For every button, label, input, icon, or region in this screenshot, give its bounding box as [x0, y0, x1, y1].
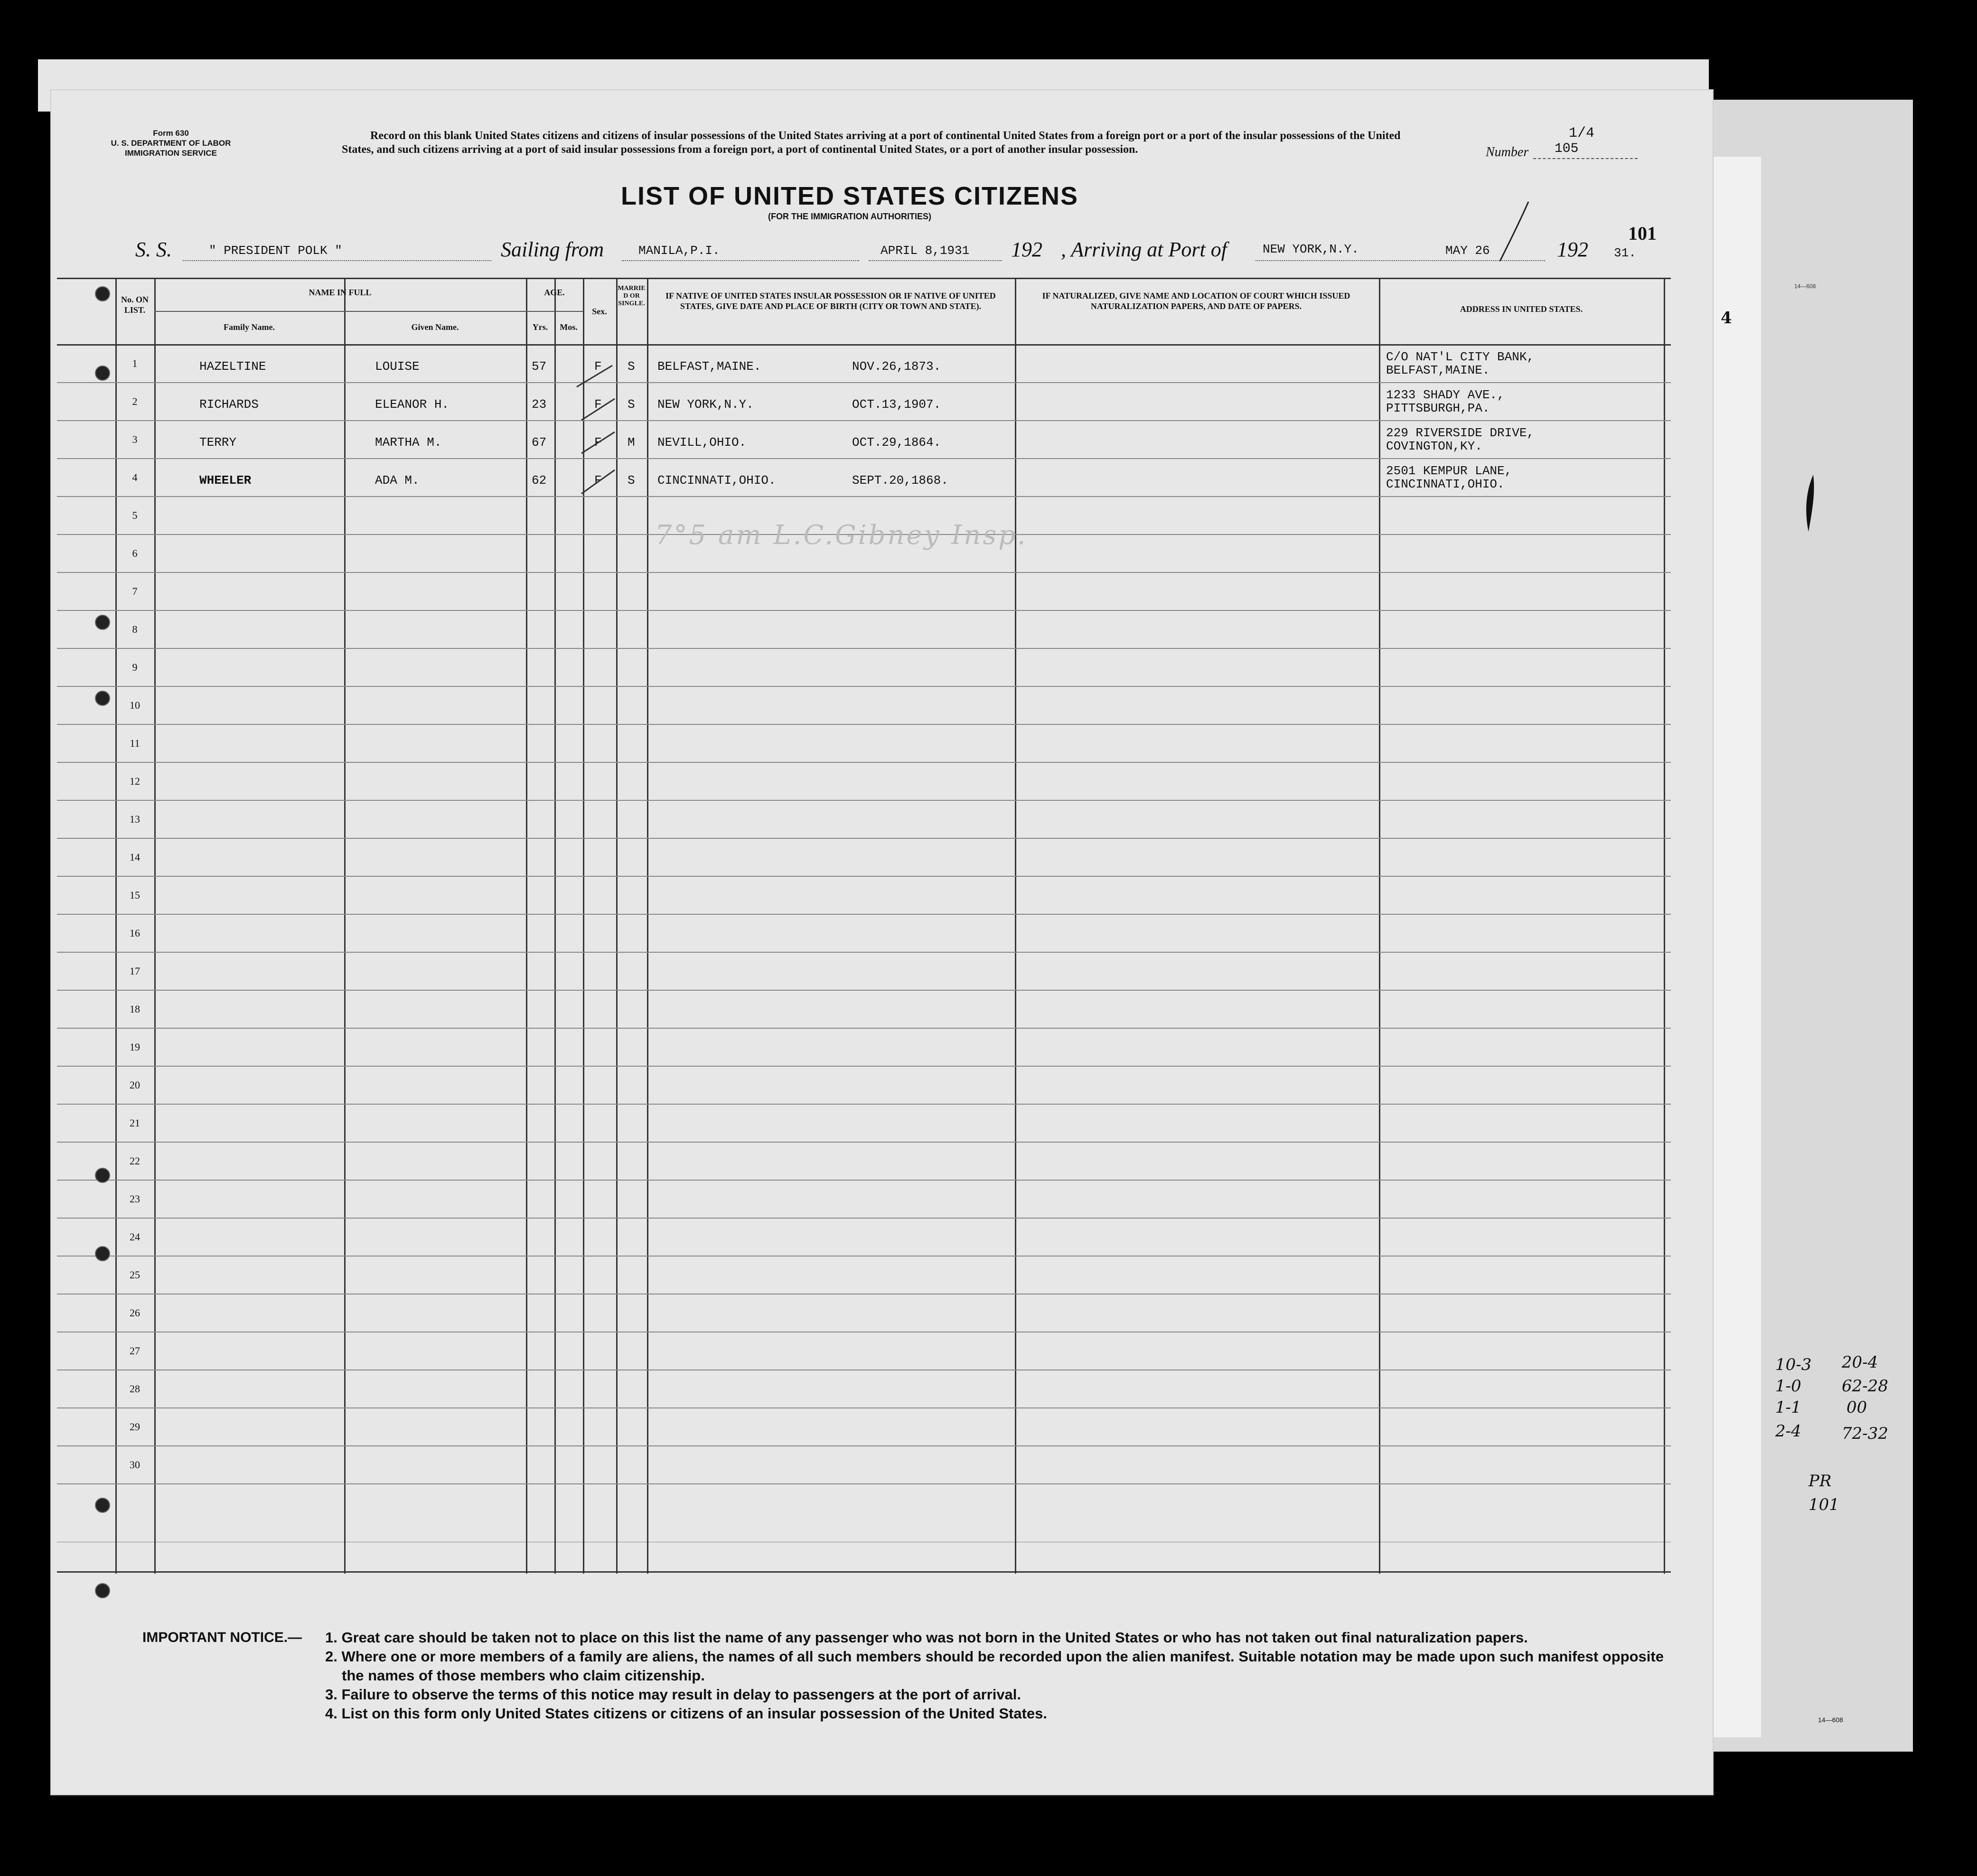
- row-line: [57, 382, 1671, 383]
- family-name-cell: RICHARDS: [199, 397, 259, 412]
- sex-cell: F: [594, 359, 602, 374]
- ink-mark: [1801, 470, 1820, 536]
- age-cell: 67: [532, 435, 547, 450]
- notice-label: IMPORTANT NOTICE.—: [142, 1630, 302, 1645]
- punch-hole: [95, 615, 110, 630]
- header-no-on-list: No. ON LIST.: [121, 295, 149, 315]
- birthdate-cell: OCT.13,1907.: [852, 397, 941, 412]
- inspector-note: 7°5 am L.C.Gibney Insp.: [655, 520, 1028, 551]
- number-label: Number: [1486, 145, 1529, 159]
- header-pencil-stroke: [1490, 199, 1533, 266]
- col-divider-family: [154, 278, 156, 1574]
- row-number: 29: [130, 1421, 140, 1433]
- number-value: 105: [1555, 141, 1579, 156]
- row-line: [57, 610, 1671, 611]
- punch-hole: [95, 1168, 110, 1183]
- row-number: 13: [130, 813, 140, 825]
- header-sex: Sex.: [592, 307, 607, 316]
- year-suffix-2: 31.: [1614, 246, 1636, 260]
- row-number: 7: [132, 585, 138, 597]
- col-divider-naturalized: [1015, 278, 1016, 1574]
- row-line: [57, 1407, 1671, 1408]
- birthdate-cell: SEPT.20,1868.: [852, 473, 948, 488]
- row-number: 5: [132, 509, 138, 521]
- header-age: AGE.: [544, 288, 565, 297]
- service-name: IMMIGRATION SERVICE: [125, 149, 217, 158]
- header-name-in-full: NAME IN FULL: [309, 288, 372, 297]
- address-line2-cell: PITTSBURGH,PA.: [1386, 401, 1490, 415]
- header-native: IF NATIVE OF UNITED STATES INSULAR POSSESSION OR IF NATIVE OF UNITED STATES, GIVE DATE AND PLACE OF BIRTH (CITY OR TOWN AND STATE).: [665, 291, 996, 311]
- birthplace-cell: BELFAST,MAINE.: [657, 359, 761, 374]
- port-from: MANILA,P.I.: [638, 244, 720, 258]
- birthdate-cell: OCT.29,1864.: [852, 435, 941, 450]
- number-fraction: 1/4: [1569, 125, 1595, 141]
- row-number: 8: [132, 623, 138, 635]
- row-number: 11: [130, 737, 140, 749]
- sex-cell: F: [594, 397, 602, 412]
- punch-hole: [95, 691, 110, 706]
- row-line: [57, 838, 1671, 839]
- header-mos: Mos.: [560, 322, 578, 332]
- row-number: 24: [130, 1231, 140, 1243]
- tally-mark: 1-1: [1775, 1398, 1801, 1417]
- tally-mark: 1-0: [1775, 1377, 1801, 1396]
- department-name: U. S. DEPARTMENT OF LABOR: [111, 139, 231, 148]
- notice-items: [325, 1628, 1668, 1723]
- notice-item: 3. Failure to observe the terms of this notice may result in delay to passengers at the port of arrival.: [325, 1686, 1021, 1703]
- row-number: 20: [130, 1079, 140, 1091]
- birthplace-cell: CINCINNATI,OHIO.: [657, 473, 776, 488]
- row-number: 2: [132, 395, 138, 407]
- row-number: 10: [130, 699, 140, 711]
- tally-mark: 62-28: [1842, 1377, 1889, 1396]
- row-number: 6: [132, 547, 138, 559]
- address-line2-cell: COVINGTON,KY.: [1386, 439, 1482, 453]
- col-divider-address: [1379, 278, 1380, 1574]
- marital-status-cell: S: [628, 397, 635, 412]
- row-line: [57, 1066, 1671, 1067]
- col-divider-yrs: [526, 278, 527, 1574]
- tally-mark: 72-32: [1842, 1424, 1889, 1443]
- row-line: [57, 952, 1671, 953]
- row-line: [57, 1180, 1671, 1181]
- preamble-text: Record on this blank United States citizens and citizens of insular possessions of the United States arriving at a port of continental United States from a foreign port or a port of the insular possessions of the United States, and such citizens arriving at a port of said insular possessions from a foreign port, a port of continental United States, or a port of another insular possession.: [342, 130, 1401, 156]
- document-subtitle: (FOR THE IMMIGRATION AUTHORITIES): [768, 212, 931, 221]
- row-line: [57, 762, 1671, 763]
- row-line: [57, 648, 1671, 649]
- year-prefix-2: 192: [1557, 238, 1588, 261]
- margin-number: 4: [1721, 309, 1732, 328]
- date-from-line: [869, 260, 1002, 261]
- address-line1-cell: 2501 KEMPUR LANE,: [1386, 464, 1512, 478]
- row-line: [57, 1028, 1671, 1029]
- birthplace-cell: NEVILL,OHIO.: [657, 435, 747, 450]
- col-divider-native: [647, 278, 648, 1574]
- ship-name: " PRESIDENT POLK ": [209, 244, 342, 258]
- date-from: APRIL 8,1931: [881, 244, 970, 258]
- punch-hole: [95, 1583, 110, 1598]
- row-number: 9: [132, 661, 138, 673]
- row-number: 27: [130, 1345, 140, 1357]
- check-marks: [567, 363, 624, 515]
- col-divider-mos: [554, 278, 556, 1574]
- punch-hole: [95, 1246, 110, 1261]
- row-line: [57, 914, 1671, 915]
- notice-item: 2. Where one or more members of a family are aliens, the names of all such members should be recorded upon the alien manifest. Suitable notation may be made upon such manifest opposite the names of those members who claim citizenship.: [325, 1648, 1664, 1684]
- tally-mark: 20-4: [1842, 1353, 1878, 1372]
- sailing-label: Sailing from: [501, 238, 604, 261]
- row-line: [57, 1445, 1671, 1446]
- header-given-name: Given Name.: [411, 322, 459, 332]
- row-number: 22: [130, 1155, 140, 1167]
- manifest-page: [51, 90, 1713, 1794]
- row-line: [57, 724, 1671, 725]
- header-address: ADDRESS IN UNITED STATES.: [1460, 304, 1583, 314]
- date-to: MAY 26: [1445, 244, 1490, 258]
- background-sheet-strip: [1704, 157, 1761, 1737]
- birthdate-cell: NOV.26,1873.: [852, 359, 941, 374]
- row-number: 12: [130, 775, 140, 787]
- row-line: [57, 1256, 1671, 1257]
- age-cell: 23: [532, 397, 547, 412]
- row-line: [57, 1483, 1671, 1484]
- arriving-label: , Arriving at Port of: [1061, 238, 1227, 261]
- printing-code: 14—608: [1794, 283, 1816, 290]
- col-divider-end: [1664, 278, 1665, 1574]
- notice-item: 1. Great care should be taken not to place on this list the name of any passenger who was not born in the United States or who has not taken out final naturalization papers.: [325, 1629, 1528, 1646]
- punch-hole: [95, 1498, 110, 1513]
- row-number: 16: [130, 927, 140, 939]
- notice-item: 4. List on this form only United States citizens or citizens of an insular possession of the United States.: [325, 1705, 1047, 1722]
- table-top-border: [57, 278, 1671, 279]
- row-line: [57, 686, 1671, 687]
- row-line: [57, 1218, 1671, 1219]
- given-name-cell: LOUISE: [375, 359, 420, 374]
- table-bottom-border: [57, 1571, 1671, 1573]
- header-bottom-border: [57, 344, 1671, 346]
- row-number: 1: [132, 357, 138, 369]
- port-from-line: [622, 260, 859, 261]
- address-line1-cell: C/O NAT'L CITY BANK,: [1386, 350, 1535, 364]
- row-number: 18: [130, 1003, 140, 1015]
- row-line: [57, 496, 1671, 497]
- address-line1-cell: 229 RIVERSIDE DRIVE,: [1386, 426, 1535, 440]
- given-name-cell: ELEANOR H.: [375, 397, 450, 412]
- ship-line: [183, 260, 491, 261]
- address-line1-cell: 1233 SHADY AVE.,: [1386, 388, 1505, 402]
- row-line: [57, 420, 1671, 421]
- ss-label: S. S.: [135, 238, 172, 261]
- row-line: [57, 572, 1671, 573]
- name-subheader-line: [154, 311, 526, 312]
- sex-cell: F: [594, 435, 602, 450]
- row-number: 14: [130, 851, 140, 863]
- document-title: LIST OF UNITED STATES CITIZENS: [621, 182, 1078, 210]
- header-yrs: Yrs.: [532, 322, 548, 332]
- row-line: [57, 1369, 1671, 1370]
- row-line: [57, 876, 1671, 877]
- header-naturalized: IF NATURALIZED, GIVE NAME AND LOCATION OF COURT WHICH ISSUED NATURALIZATION PAPERS, AND DATE OF PAPERS.: [1042, 291, 1350, 311]
- row-number: 21: [130, 1117, 140, 1129]
- form-number: Form 630: [153, 129, 189, 138]
- age-subheader-line: [526, 311, 583, 312]
- birthplace-cell: NEW YORK,N.Y.: [657, 397, 754, 412]
- year-prefix: 192: [1011, 238, 1042, 261]
- row-number: 17: [130, 965, 140, 977]
- tally-mark: 10-3: [1775, 1355, 1812, 1374]
- marital-status-cell: S: [628, 473, 635, 488]
- family-name-cell: WHEELER: [199, 473, 252, 488]
- tally-mark: 2-4: [1775, 1422, 1801, 1441]
- row-number: 25: [130, 1269, 140, 1281]
- tally-mark: 00: [1846, 1398, 1867, 1417]
- row-line: [57, 800, 1671, 801]
- sex-cell: F: [594, 473, 602, 488]
- number-underline: [1533, 158, 1638, 159]
- family-name-cell: TERRY: [199, 435, 237, 450]
- address-line2-cell: CINCINNATI,OHIO.: [1386, 477, 1505, 491]
- row-line: [57, 1142, 1671, 1143]
- page-number: 101: [1628, 223, 1657, 244]
- col-divider-given: [344, 278, 346, 1574]
- row-line: [57, 458, 1671, 459]
- row-number: 28: [130, 1383, 140, 1395]
- row-line: [57, 990, 1671, 991]
- row-number: 30: [130, 1459, 140, 1471]
- given-name-cell: ADA M.: [375, 473, 420, 488]
- header-family-name: Family Name.: [224, 322, 275, 332]
- port-to: NEW YORK,N.Y.: [1263, 242, 1359, 256]
- row-number: 4: [132, 471, 138, 483]
- address-line2-cell: BELFAST,MAINE.: [1386, 363, 1490, 377]
- given-name-cell: MARTHA M.: [375, 435, 442, 450]
- row-number: 15: [130, 889, 140, 901]
- row-line: [57, 1104, 1671, 1105]
- header-married-single: MARRIED OR SINGLE.: [618, 285, 646, 307]
- family-name-cell: HAZELTINE: [199, 359, 266, 374]
- row-number: 26: [130, 1307, 140, 1319]
- marital-status-cell: M: [628, 435, 635, 450]
- age-cell: 57: [532, 359, 547, 374]
- age-cell: 62: [532, 473, 547, 488]
- punch-hole: [95, 366, 110, 381]
- row-number: 23: [130, 1193, 140, 1205]
- form-info: [71, 128, 271, 158]
- form-code: 14—608: [1818, 1716, 1843, 1724]
- row-number: 3: [132, 433, 138, 445]
- marital-status-cell: S: [628, 359, 635, 374]
- tally-mark: PR: [1808, 1472, 1832, 1491]
- tally-mark: 101: [1808, 1495, 1839, 1514]
- punch-hole: [95, 286, 110, 301]
- row-number: 19: [130, 1041, 140, 1053]
